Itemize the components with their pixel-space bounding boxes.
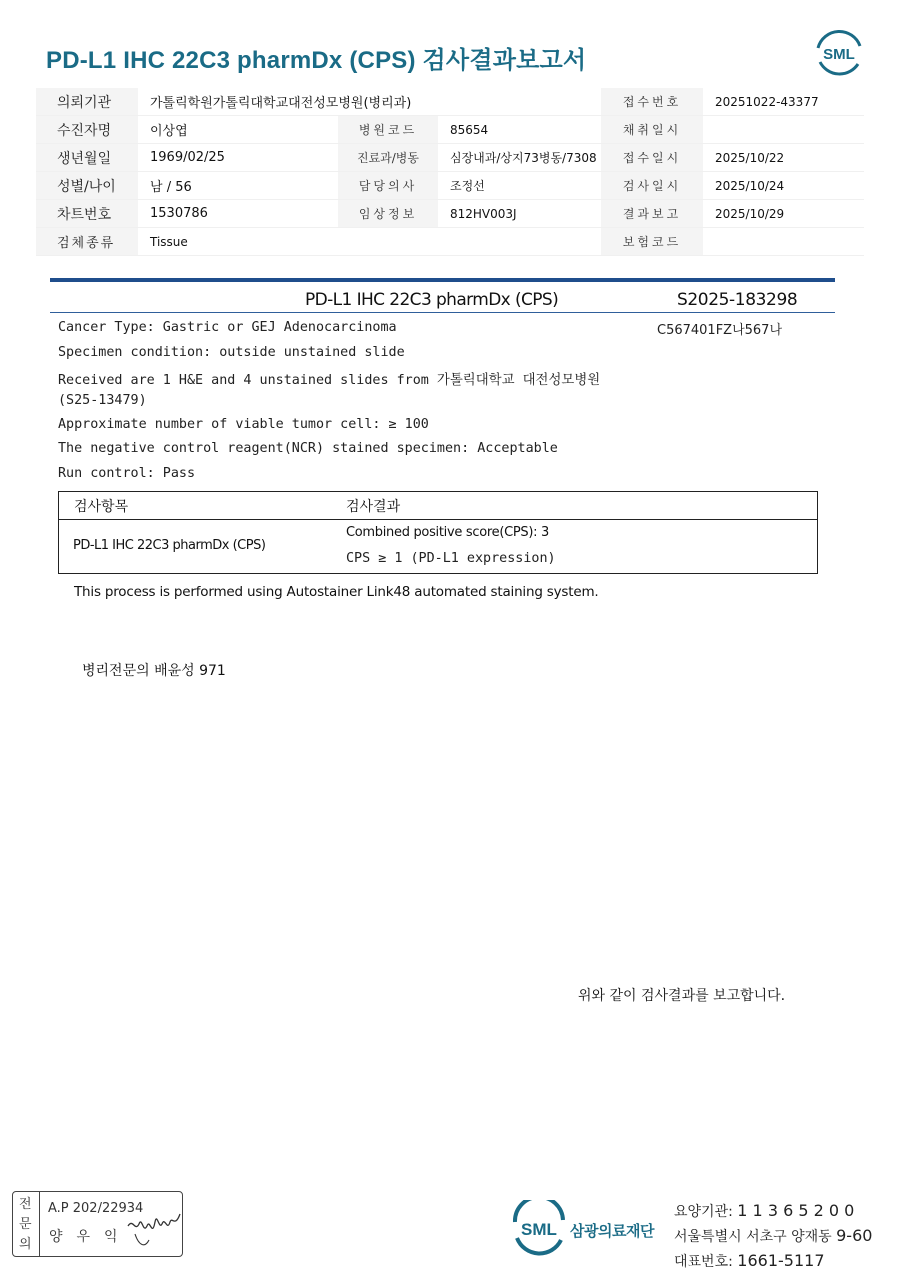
result-test-item: PD-L1 IHC 22C3 pharmDx (CPS)	[73, 538, 266, 553]
pathologist-stamp	[12, 1191, 183, 1257]
value-hospital-code: 85654	[438, 116, 601, 144]
value-patient-name: 이상엽	[138, 116, 338, 144]
stamp-ap-number: A.P 202/22934	[48, 1201, 144, 1216]
logo-text: SML	[823, 46, 855, 63]
stamp-divider	[39, 1192, 40, 1256]
report-line-received: Received are 1 H&E and 4 unstained slides from 가톨릭대학교 대전성모병원	[58, 373, 601, 388]
stamp-name: 양우익	[49, 1229, 132, 1245]
result-cps-score: Combined positive score(CPS): 3	[346, 525, 550, 540]
report-line-tumor-cells: Approximate number of viable tumor cell: ≥ 100	[58, 417, 429, 432]
sml-logo	[812, 28, 866, 78]
handwritten-signature	[125, 1204, 183, 1250]
report-line-case-no: (S25-13479)	[58, 393, 147, 408]
label-hospital-code: 병원코드	[338, 116, 438, 144]
value-specimen-type: Tissue	[138, 228, 601, 256]
value-insurance-code	[703, 228, 864, 256]
label-collection-date: 채취일시	[601, 116, 703, 144]
report-number: S2025-183298	[677, 290, 798, 310]
footer-logo-text: SML	[521, 1220, 557, 1239]
label-test-date: 검사일시	[601, 172, 703, 200]
value-collection-date	[703, 116, 864, 144]
specimen-code: C567401FZ나567나	[657, 323, 783, 338]
info-row	[36, 200, 864, 228]
report-line-cancer-type: Cancer Type: Gastric or GEJ Adenocarcinoma	[58, 320, 397, 335]
stamp-vertical-label: 전문의	[19, 1197, 32, 1252]
info-row	[36, 116, 864, 144]
label-report-date: 결과보고	[601, 200, 703, 228]
label-doctor: 담당의사	[338, 172, 438, 200]
value-requesting-institution: 가톨릭학원가톨릭대학교대전성모병원(병리과)	[138, 88, 601, 116]
address-number: 9-60	[836, 1226, 873, 1245]
address: 서울특별시 서초구 양재동	[674, 1229, 832, 1245]
label-specimen-type: 검체종류	[36, 228, 138, 256]
closing-statement: 위와 같이 검사결과를 보고합니다.	[578, 988, 786, 1004]
section-divider-thick	[50, 278, 835, 282]
institution-label: 요양기관:	[674, 1204, 733, 1220]
result-cps-interpretation: CPS ≥ 1 (PD-L1 expression)	[346, 551, 556, 566]
value-birth-date: 1969/02/25	[138, 144, 338, 172]
label-birth-date: 생년월일	[36, 144, 138, 172]
result-header-item: 검사항목	[74, 499, 129, 515]
label-requesting-institution: 의뢰기관	[36, 88, 138, 116]
report-test-name: PD-L1 IHC 22C3 pharmDx (CPS)	[305, 290, 559, 310]
patient-info-table	[36, 88, 864, 256]
result-header-divider	[59, 519, 817, 520]
result-header-result: 검사결과	[346, 499, 401, 515]
value-chart-no: 1530786	[138, 200, 338, 228]
value-department: 심장내과/상지73병동/7308	[438, 144, 601, 172]
section-divider-thin	[50, 312, 835, 313]
value-receipt-no: 20251022-43377	[703, 88, 864, 116]
info-row	[36, 172, 864, 200]
report-title: PD-L1 IHC 22C3 pharmDx (CPS) 검사결과보고서	[46, 47, 587, 74]
value-report-date: 2025/10/29	[703, 200, 864, 228]
label-receipt-date: 접수일시	[601, 144, 703, 172]
process-note: This process is performed using Autostainer Link48 automated staining system.	[74, 584, 599, 600]
pathologist-signature-line: 병리전문의 배윤성 971	[82, 663, 226, 679]
info-row	[36, 88, 864, 116]
label-clinical-info: 임상정보	[338, 200, 438, 228]
label-chart-no: 차트번호	[36, 200, 138, 228]
phone-label: 대표번호:	[674, 1254, 733, 1270]
label-receipt-no: 접수번호	[601, 88, 703, 116]
footer-contact	[674, 1199, 872, 1274]
result-table	[58, 491, 818, 574]
info-row	[36, 144, 864, 172]
value-clinical-info: 812HV003J	[438, 200, 601, 228]
label-patient-name: 수진자명	[36, 116, 138, 144]
value-sex-age: 남 / 56	[138, 172, 338, 200]
report-line-specimen-condition: Specimen condition: outside unstained slide	[58, 345, 405, 360]
report-line-run-control: Run control: Pass	[58, 466, 196, 481]
value-receipt-date: 2025/10/22	[703, 144, 864, 172]
phone-number: 1661-5117	[737, 1251, 825, 1270]
info-row	[36, 228, 864, 256]
report-line-ncr: The negative control reagent(NCR) stained specimen: Acceptable	[58, 441, 558, 456]
foundation-name: 삼광의료재단	[570, 1222, 654, 1240]
value-test-date: 2025/10/24	[703, 172, 864, 200]
label-sex-age: 성별/나이	[36, 172, 138, 200]
institution-number: 1 1 3 6 5 2 0 0	[737, 1201, 855, 1220]
label-department: 진료과/병동	[338, 144, 438, 172]
label-insurance-code: 보험코드	[601, 228, 703, 256]
footer-sml-logo	[511, 1200, 567, 1256]
value-doctor: 조정선	[438, 172, 601, 200]
